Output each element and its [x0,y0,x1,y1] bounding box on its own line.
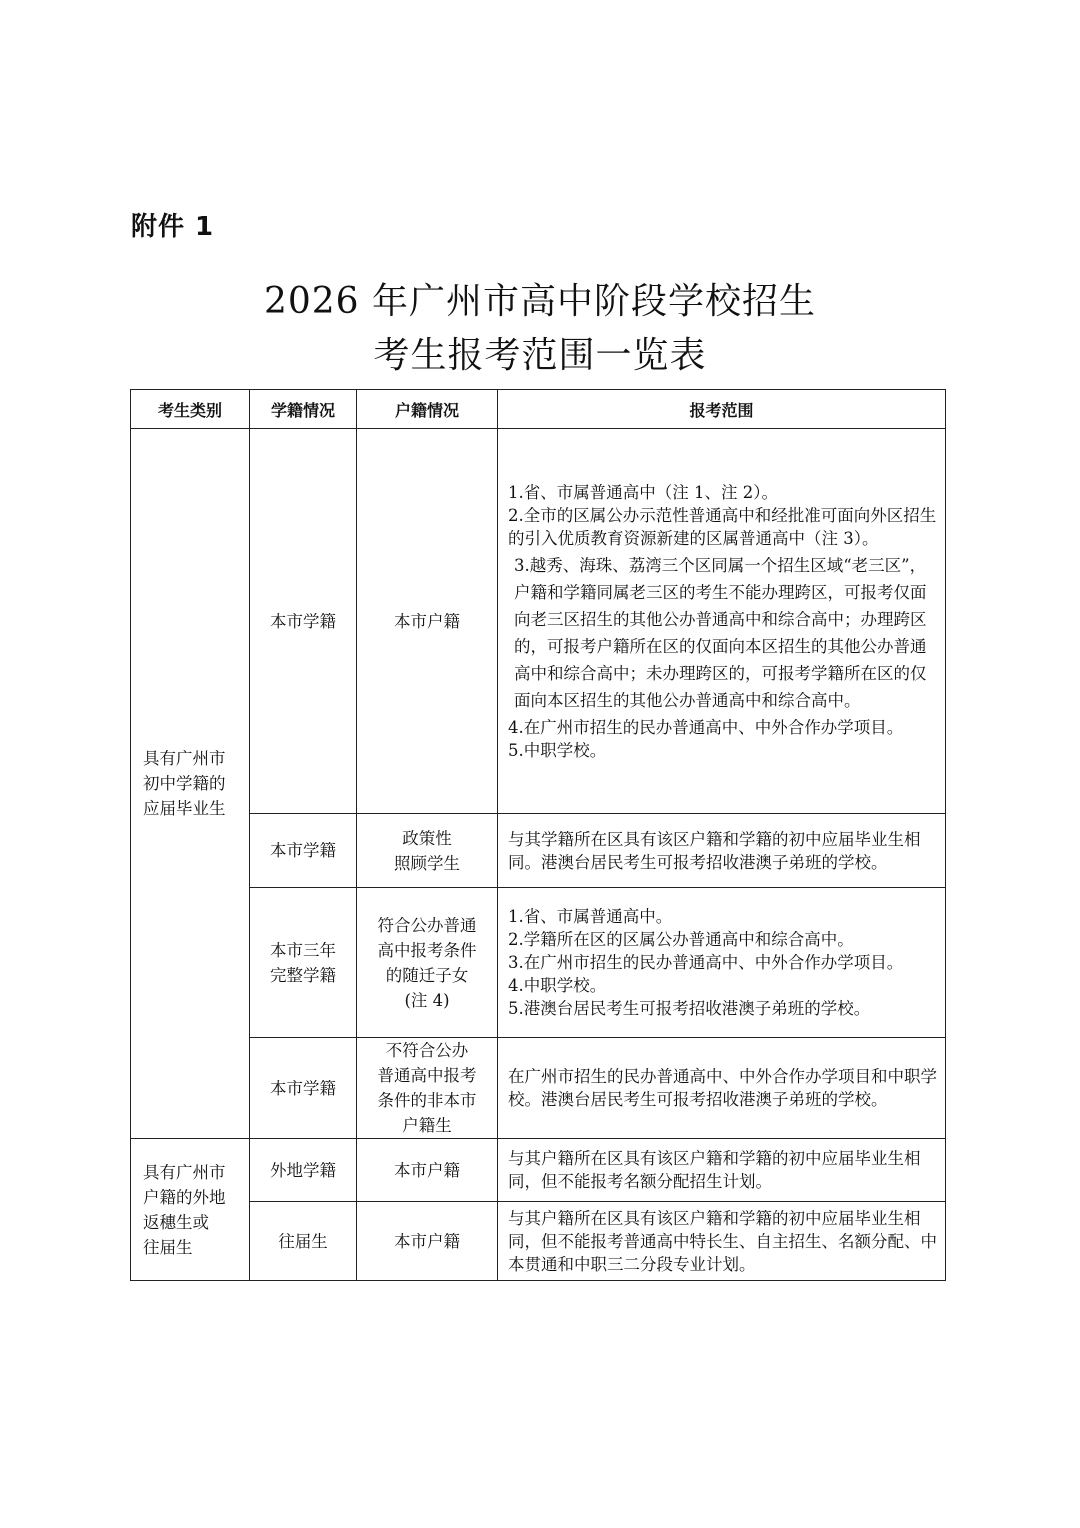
hukou-line: 照顾学生 [394,853,460,873]
category-cell-returnees [131,1139,250,1281]
scope-item: 4.在广州市招生的民办普通高中、中外合作办学项目。 [508,717,904,737]
status-line: 本市三年 [270,940,336,960]
hukou-line: 普通高中报考 [377,1066,477,1085]
table-header-row [131,390,946,429]
hukou-cell: 本市户籍 [357,1202,498,1281]
hukou-line: 本市户籍 [394,611,460,631]
status-cell: 本市学籍 [250,429,357,814]
table-row [131,814,946,888]
status-cell: 本市学籍 [250,1038,357,1139]
hukou-line: 高中报考条件 [377,940,477,960]
hukou-line: (注 4) [404,990,450,1010]
admission-scope-table [130,389,946,1281]
status-line: 完整学籍 [270,965,336,985]
scope-cell: 在广州市招生的民办普通高中、中外合作办学项目和中职学校。港澳台居民考生可报考招收港澳子弟班的学校。 [498,1038,946,1139]
scope-item: 4.中职学校。 [508,976,607,995]
hukou-line: 政策性 [402,828,452,848]
document-title-line2: 考生报考范围一览表 [373,335,707,376]
document-title-line1: 2026 年广州市高中阶段学校招生 [263,281,817,322]
category-line: 初中学籍的 [143,774,226,793]
header-school-status: 学籍情况 [250,390,357,429]
scope-cell [498,888,946,1038]
scope-item: 2.全市的区属公办示范性普通高中和经批准可面向外区招生的引入优质教育资源新建的区属普通高中（注 3）。 [508,505,937,548]
attachment-label: 附件 1 [131,212,215,242]
category-line: 返穗生或 [143,1212,209,1232]
scope-item: 2.学籍所在区的区属公办普通高中和综合高中。 [508,930,854,949]
status-cell [250,888,357,1038]
hukou-cell [357,429,498,814]
table-row [131,429,946,814]
scope-cell: 与其学籍所在区具有该区户籍和学籍的初中应届毕业生相同。港澳台居民考生可报考招收港澳子弟班的学校。 [498,814,946,888]
category-line: 具有广州市 [143,1162,226,1182]
hukou-line: 符合公办普通 [377,915,477,935]
hukou-cell: 本市户籍 [357,1139,498,1202]
category-line: 往届生 [143,1237,193,1257]
category-line: 具有广州市 [143,749,226,768]
category-cell-fresh-graduates [131,429,250,1139]
scope-item: 1.省、市属普通高中。 [508,907,673,926]
scope-item: 3.越秀、海珠、荔湾三个区同属一个招生区域“老三区”，户籍和学籍同属老三区的考生不能办理跨区，可报考仅面向老三区招生的其他公办普通高中和综合高中；办理跨区的，可报考户籍所在区的仅面向本区招生的其他公办普通高中和综合高中；未办理跨区的，可报考学籍所在区的仅面向本区招生的其他公办普通高中和综合高中。 [514,555,927,710]
category-line: 户籍的外地 [143,1187,226,1207]
hukou-line: 不符合公办 [385,1041,469,1060]
hukou-cell [357,888,498,1038]
header-hukou-status: 户籍情况 [357,390,498,429]
scope-item: 1.省、市属普通高中（注 1、注 2）。 [508,482,778,502]
status-cell: 外地学籍 [250,1139,357,1202]
scope-item: 5.中职学校。 [508,740,607,760]
table-row [131,1038,946,1139]
table-row [131,1139,946,1202]
scope-item: 3.在广州市招生的民办普通高中、中外合作办学项目。 [508,953,904,972]
header-scope: 报考范围 [498,390,946,429]
scope-cell: 与其户籍所在区具有该区户籍和学籍的初中应届毕业生相同，但不能报考名额分配招生计划。 [498,1139,946,1202]
scope-cell: 与其户籍所在区具有该区户籍和学籍的初中应届毕业生相同，但不能报考普通高中特长生、自主招生、名额分配、中本贯通和中职三二分段专业计划。 [498,1202,946,1281]
hukou-line: 的随迁子女 [385,965,469,985]
hukou-line: 条件的非本市 [377,1091,477,1110]
table-row [131,888,946,1038]
status-cell: 往届生 [250,1202,357,1281]
scope-item: 5.港澳台居民考生可报考招收港澳子弟班的学校。 [508,999,871,1018]
hukou-cell [357,814,498,888]
category-line: 应届毕业生 [143,799,226,818]
hukou-line: 户籍生 [402,1116,452,1135]
header-category: 考生类别 [131,390,250,429]
hukou-cell [357,1038,498,1139]
table-row [131,1202,946,1281]
scope-cell [498,429,946,814]
status-cell: 本市学籍 [250,814,357,888]
